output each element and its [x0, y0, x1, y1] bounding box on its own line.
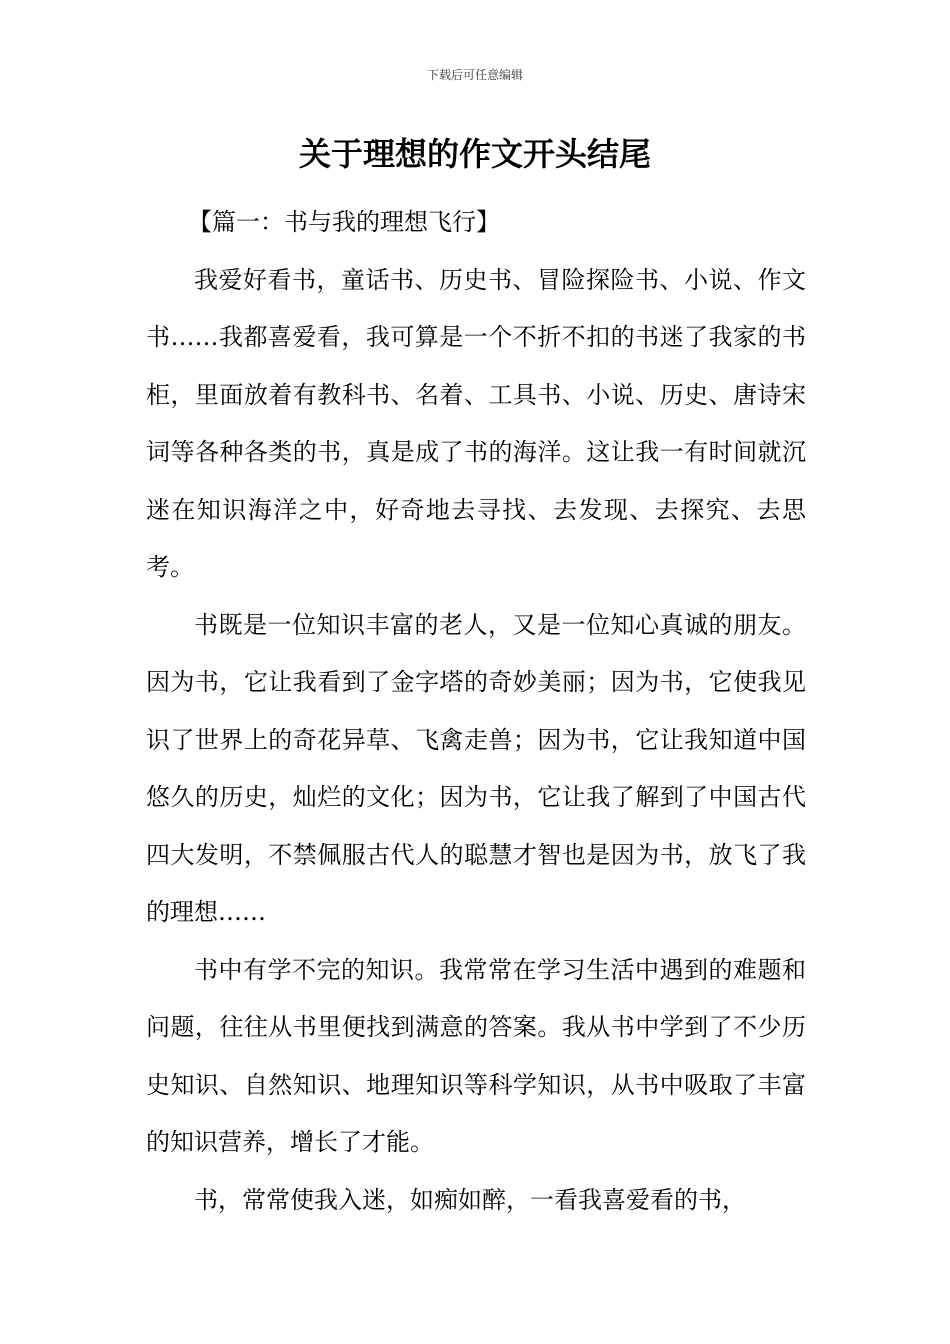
paragraph-1: 我爱好看书，童话书、历史书、冒险探险书、小说、作文书……我都喜爱看，我可算是一个不折不扣的书迷了我家的书柜，里面放着有教科书、名着、工具书、小说、历史、唐诗宋词等各种各类的书，真是成了书的海洋。这让我一有时间就沉迷在知识海洋之中，好奇地去寻找、去发现、去探究、去思考。: [146, 265, 806, 581]
document-body: [146, 194, 806, 1229]
document-title: 关于理想的作文开头结尾: [298, 135, 651, 173]
paragraph-4: 书，常常使我入迷，如痴如醉，一看我喜爱看的书，: [194, 1185, 746, 1214]
section-heading: 【篇一：书与我的理想飞行】: [188, 208, 500, 236]
paragraph-2: 书既是一位知识丰富的老人，又是一位知心真诚的朋友。因为书，它让我看到了金字塔的奇妙美丽；因为书，它使我见识了世界上的奇花异草、飞禽走兽；因为书，它让我知道中国悠久的历史，灿烂的文化；因为书，它让我了解到了中国古代四大发明，不禁佩服古代人的聪慧才智也是因为书，放飞了我的理想……: [146, 610, 806, 926]
paragraph-3: 书中有学不完的知识。我常常在学习生活中遇到的难题和问题，往往从书里便找到满意的答案。我从书中学到了不少历史知识、自然知识、地理知识等科学知识，从书中吸取了丰富的知识营养，增长了才能。: [146, 955, 806, 1156]
header-note: 下载后可任意编辑: [426, 68, 523, 82]
